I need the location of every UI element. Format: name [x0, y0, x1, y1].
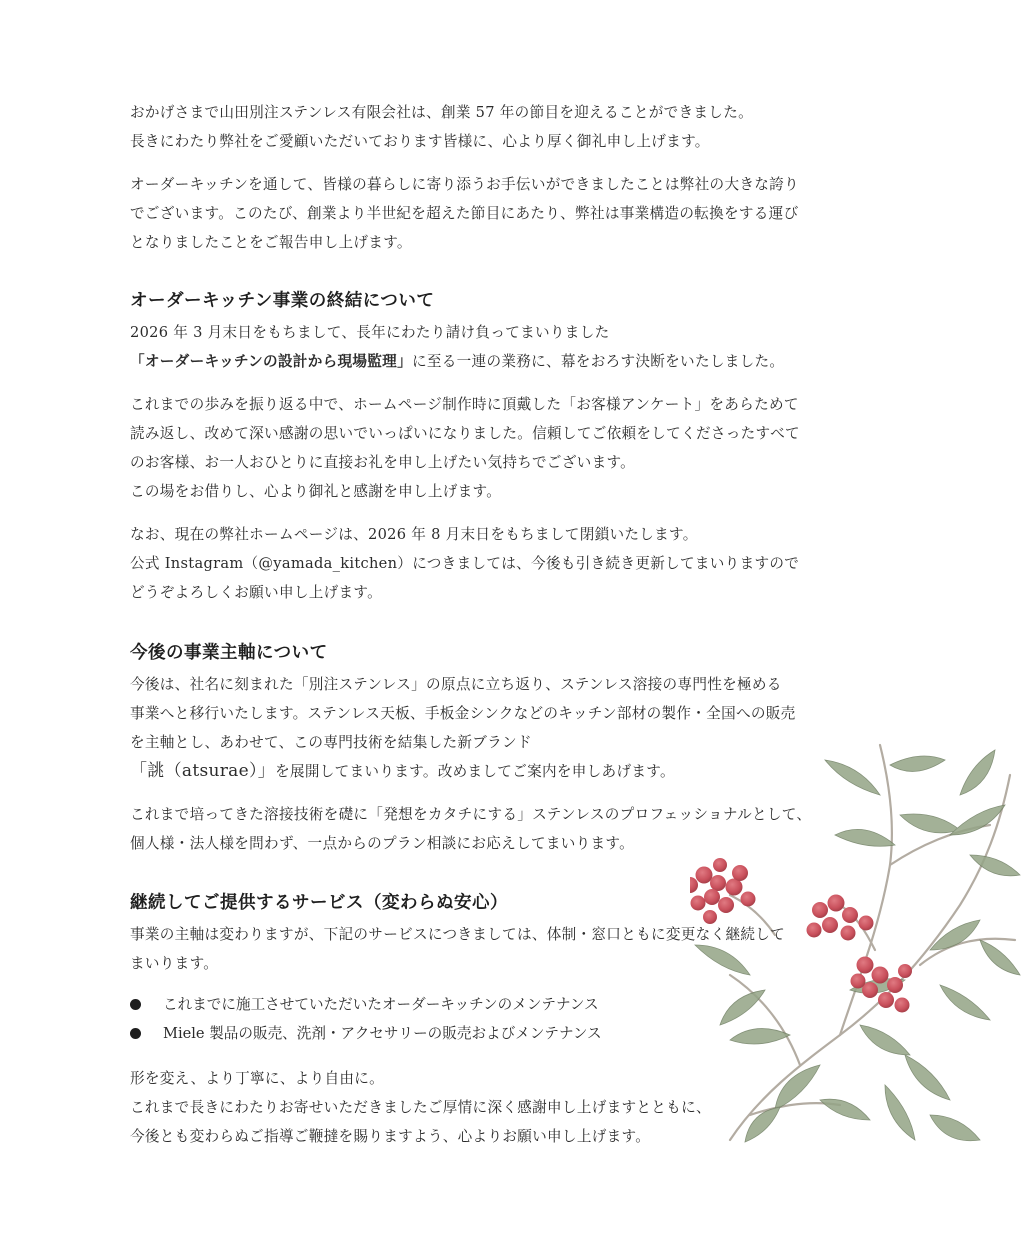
text-line: を主軸とし、あわせて、この専門技術を結集した新ブランド	[130, 734, 532, 751]
text-line: なお、現在の弊社ホームページは、2026 年 8 月末日をもちまして閉鎖いたします。	[130, 526, 698, 543]
text-line: オーダーキッチンを通して、皆様の暮らしに寄り添うお手伝いができましたことは弊社の大きな誇り	[130, 176, 799, 193]
section1-paragraph-3	[130, 520, 920, 607]
list-item-text: Miele 製品の販売、洗剤・アクセサリーの販売およびメンテナンス	[163, 1025, 602, 1042]
text-line	[130, 757, 920, 786]
emphasis-text: 「オーダーキッチンの設計から現場監理」	[130, 353, 412, 370]
brand-name: 「誂（atsurae）」	[130, 761, 276, 781]
section-future-business	[130, 638, 920, 868]
list-item	[130, 990, 920, 1019]
section-heading: 今後の事業主軸について	[130, 643, 328, 663]
list-item	[130, 1019, 920, 1048]
text-line: まいります。	[130, 955, 219, 972]
section-kitchen-closing	[130, 286, 920, 617]
text-line: でございます。このたび、創業より半世紀を超えた節目にあたり、弊社は事業構造の転換をする運び	[130, 205, 799, 222]
text-line: 事業の主軸は変わりますが、下記のサービスにつきましては、体制・窓口ともに変更なく継続して	[130, 926, 786, 943]
text-span: を展開してまいります。改めましてご案内を申しあげます。	[275, 763, 675, 780]
text-span: に至る一連の業務に、幕をおろす決断をいたしました。	[411, 353, 785, 370]
intro-paragraph-1	[130, 98, 920, 156]
text-line: これまで培ってきた溶接技術を礎に「発想をカタチにする」ステンレスのプロフェッショナルとして、	[130, 806, 812, 823]
intro-paragraph-2	[130, 170, 920, 257]
service-list	[130, 990, 920, 1048]
bullet-icon	[130, 999, 141, 1010]
text-line: 2026 年 3 月末日をもちまして、長年にわたり請け負ってまいりました	[130, 324, 610, 341]
list-item-text: これまでに施工させていただいたオーダーキッチンのメンテナンス	[163, 996, 599, 1013]
text-line: 事業へと移行いたします。ステンレス天板、手板金シンクなどのキッチン部材の製作・全国への販売	[130, 705, 796, 722]
section1-paragraph-1	[130, 318, 920, 376]
section-continued-services	[130, 888, 920, 1161]
section1-paragraph-2	[130, 390, 920, 506]
section-heading: オーダーキッチン事業の終結について	[130, 291, 435, 311]
section2-paragraph-1	[130, 670, 920, 786]
intro-section	[130, 98, 920, 267]
text-line: のお客様、お一人おひとりに直接お礼を申し上げたい気持ちでございます。	[130, 454, 636, 471]
text-line: 読み返し、改めて深い感謝の思いでいっぱいになりました。信頼してご依頼をしてくださったすべて	[130, 425, 800, 442]
text-line: 公式 Instagram（@yamada_kitchen）につきましては、今後も引き続き更新してまいりますので	[130, 555, 800, 572]
text-line: 長きにわたり弊社をご愛顧いただいております皆様に、心より厚く御礼申し上げます。	[130, 133, 710, 150]
text-line: これまでの歩みを振り返る中で、ホームページ制作時に頂戴した「お客様アンケート」をあらためて	[130, 396, 799, 413]
section2-paragraph-2	[130, 800, 920, 858]
section-heading: 継続してご提供するサービス（変わらぬ安心）	[130, 893, 508, 913]
text-line: となりましたことをご報告申し上げます。	[130, 234, 412, 251]
text-line: 形を変え、より丁寧に、より自由に。	[130, 1070, 385, 1087]
text-line: 今後は、社名に刻まれた「別注ステンレス」の原点に立ち返り、ステンレス溶接の専門性を極める	[130, 676, 782, 693]
text-line: 個人様・法人様を問わず、一点からのプラン相談にお応えしてまいります。	[130, 835, 635, 852]
section3-paragraph-1	[130, 920, 920, 978]
closing-paragraph	[130, 1064, 920, 1151]
text-line: 今後とも変わらぬご指導ご鞭撻を賜りますよう、心よりお願い申し上げます。	[130, 1128, 651, 1145]
text-line: どうぞよろしくお願い申し上げます。	[130, 584, 383, 601]
text-line: この場をお借りし、心より御礼と感謝を申し上げます。	[130, 483, 502, 500]
bullet-icon	[130, 1028, 141, 1039]
text-line: おかげさまで山田別注ステンレス有限会社は、創業 57 年の節目を迎えることができました。	[130, 104, 753, 121]
text-line	[130, 347, 920, 376]
text-line: これまで長きにわたりお寄せいただきましたご厚情に深く感謝申し上げますとともに、	[130, 1099, 711, 1116]
